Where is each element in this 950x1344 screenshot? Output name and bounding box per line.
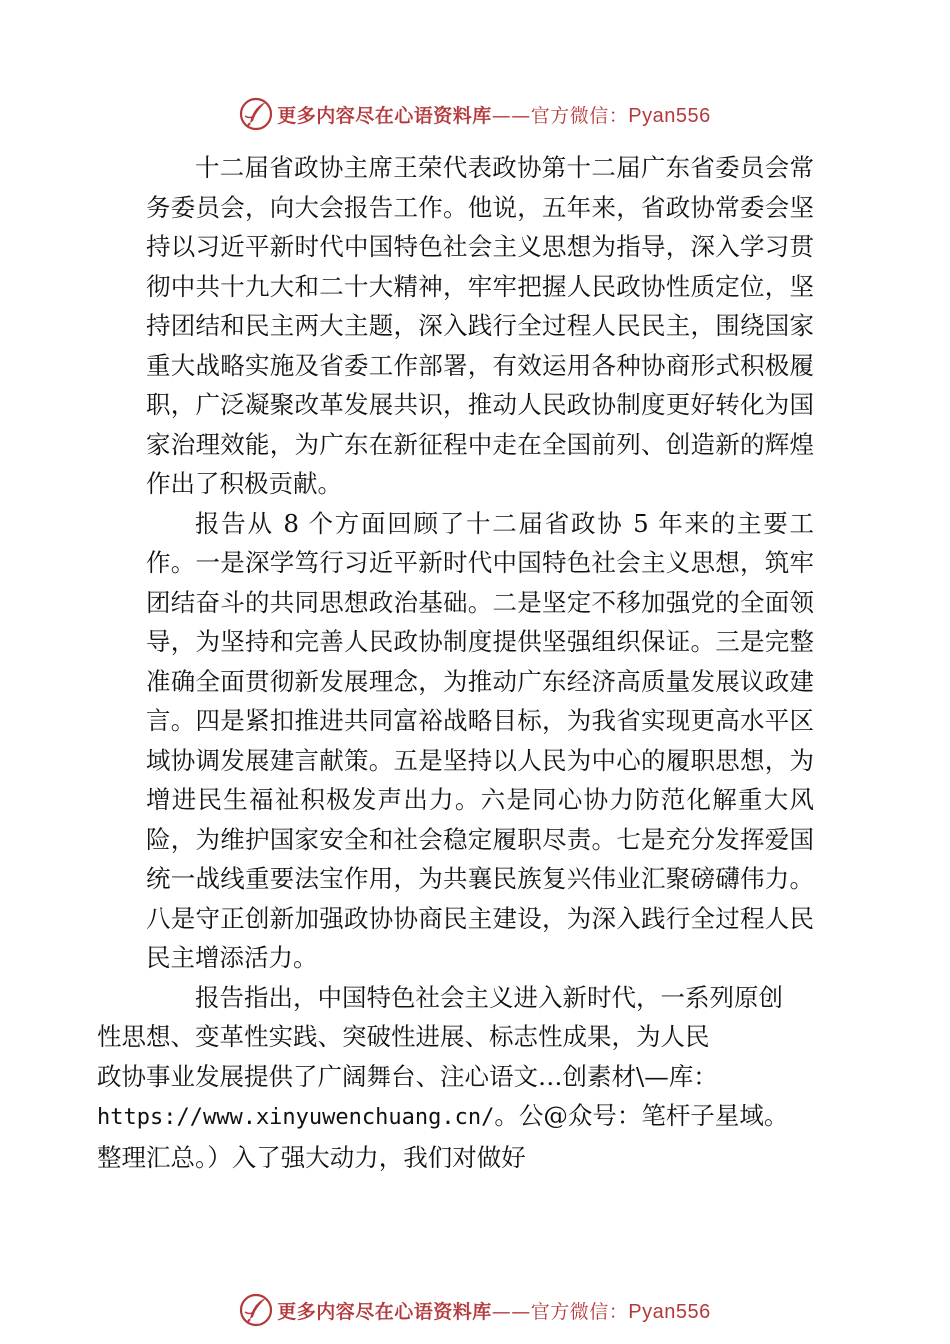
banner-separator: —— — [491, 1300, 531, 1323]
banner-wechat-id: Pyan556 — [628, 104, 711, 127]
quill-pen-icon — [239, 1293, 273, 1327]
banner-wechat-id: Pyan556 — [628, 1300, 711, 1323]
document-body — [97, 148, 814, 1177]
banner-separator: —— — [491, 104, 531, 127]
paragraph-2: 报告从 8 个方面回顾了十二届省政协 5 年来的主要工作。一是深学笃行习近平新时代中国特色社会主义思想，筑牢团结奋斗的共同思想政治基础。二是坚定不移加强党的全面领导，为坚持和完善人民政协制度提供坚强组织保证。三是完整准确全面贯彻新发展理念，为推动广东经济高质量发展议政建言。四是紧扣推进共同富裕战略目标，为我省实现更高水平区域协调发展建言献策。五是坚持以人民为中心的履职思想，为增进民生福祉积极发声出力。六是同心协力防范化解重大风险，为维护国家安全和社会稳定履职尽责。七是充分发挥爱国统一战线重要法宝作用，为共襄民族复兴伟业汇聚磅礴伟力。八是守正创新加强政协协商民主建设，为深入践行全过程人民民主增添活力。 — [146, 508, 814, 972]
quill-pen-icon — [239, 97, 273, 131]
paragraph-3-line-2: 性思想、变革性实践、突破性进展、标志性成果，为人民 — [97, 1022, 710, 1051]
paragraph-3-line-3: 政协事业发展提供了广阔舞台、注心语文…创素材\—库： — [97, 1061, 718, 1091]
footer-banner — [0, 1290, 950, 1330]
banner-text — [277, 1297, 711, 1324]
paragraph-3-line-5: 整理汇总。）入了强大动力，我们对做好 — [97, 1142, 526, 1172]
paragraph-3-line-1: 报告指出，中国特色社会主义进入新时代，一系列原创 — [195, 982, 783, 1012]
banner-brand: 更多内容尽在心语资料库 — [277, 1300, 492, 1323]
paragraph-3-line-4-tail: 。公@众号：笔杆子星域。 — [494, 1101, 789, 1130]
banner-brand: 更多内容尽在心语资料库 — [277, 104, 492, 127]
paragraph-3 — [97, 978, 814, 1178]
banner-wechat-label: 官方微信： — [530, 104, 629, 127]
banner-text — [277, 101, 711, 128]
header-banner — [0, 94, 950, 134]
watermark-url: https://www.xinyuwenchuang.cn/ — [97, 1105, 495, 1130]
banner-wechat-label: 官方微信： — [530, 1300, 629, 1323]
paragraph-1: 十二届省政协主席王荣代表政协第十二届广东省委员会常务委员会，向大会报告工作。他说，五年来，省政协常委会坚持以习近平新时代中国特色社会主义思想为指导，深入学习贯彻中共十九大和二十大精神，牢牢把握人民政协性质定位，坚持团结和民主两大主题，深入践行全过程人民民主，围绕国家重大战略实施及省委工作部署，有效运用各种协商形式积极履职，广泛凝聚改革发展共识，推动人民政协制度更好转化为国家治理效能，为广东在新征程中走在全国前列、创造新的辉煌作出了积极贡献。 — [146, 153, 814, 498]
